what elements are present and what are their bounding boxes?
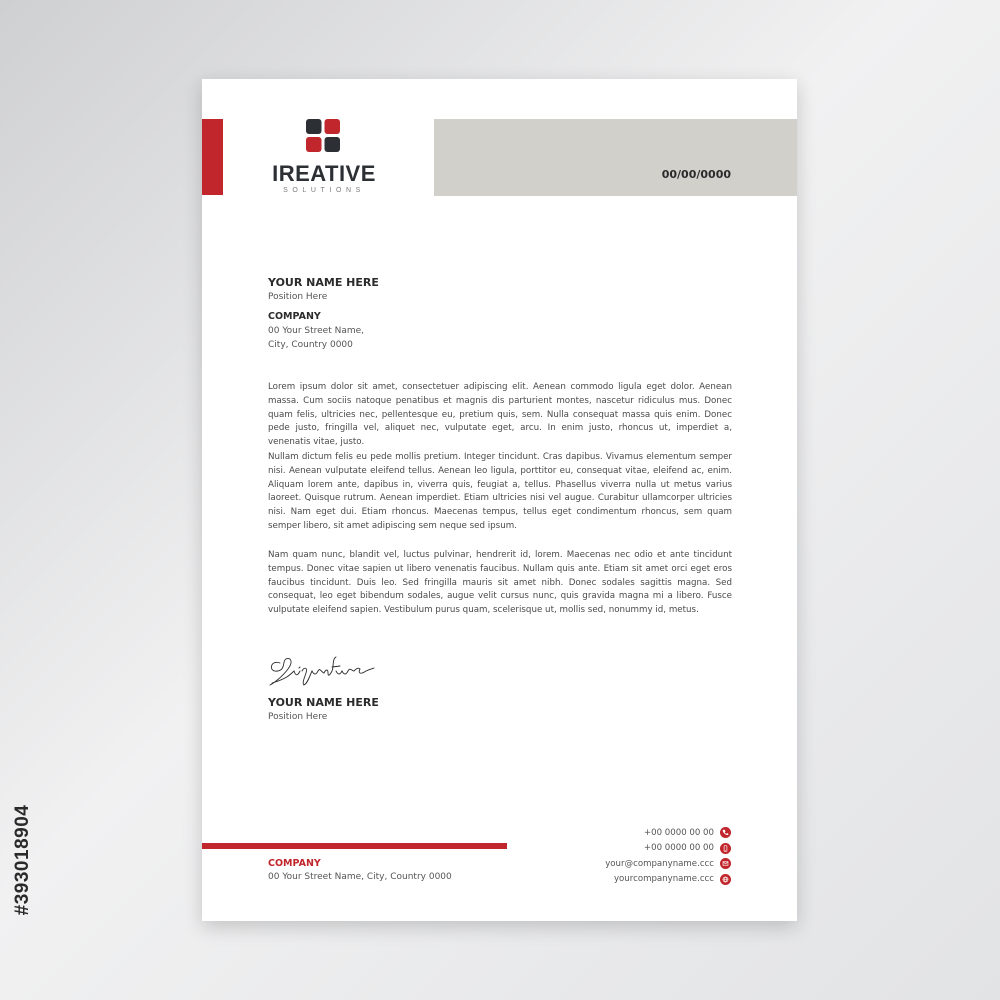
- sender-position: Position Here: [268, 292, 328, 302]
- contact-phone: [605, 825, 731, 841]
- body-paragraph-2: Nullam dictum felis eu pede mollis pretium. Integer tincidunt. Cras dapibus. Vivamus elementum semper nisi. Aenean vulputate eleifend tellus. Aenean leo ligula, porttitor eu, consequat vitae, eleifend ac, enim. Aliquam lorem ante, dapibus in, viverra quis, feugiat a, tellus. Phasellus viverra nulla ut metus varius laoreet. Quisque rutrum. Aenean imperdiet. Etiam ultricies nisi vel augue. Curabitur ullamcorper ultricies nisi. Nam eget dui. Etiam rhoncus. Maecenas tempus, tellus eget condimentum rhoncus, sem quam semper libero, sit amet adipiscing sem neque sed ipsum.: [268, 452, 732, 531]
- mobile-icon: [720, 843, 731, 854]
- contact-mobile: [605, 841, 731, 857]
- sender-company: COMPANY: [268, 311, 321, 322]
- header-grey-band: [434, 119, 797, 196]
- letterhead-page: [202, 79, 797, 921]
- signature-name: YOUR NAME HERE: [268, 696, 379, 709]
- footer-company: COMPANY: [268, 858, 321, 869]
- stock-id-text: #393018904: [12, 804, 33, 916]
- sender-address-line1: 00 Your Street Name,: [268, 326, 365, 336]
- contact-email-text: your@companyname.ccc: [605, 858, 714, 869]
- signature-position: Position Here: [268, 712, 328, 722]
- contact-website: [605, 872, 731, 888]
- bottom-accent-bar: [202, 843, 507, 849]
- contact-mobile-text: +00 0000 00 00: [643, 843, 714, 854]
- stock-id-label: [12, 760, 34, 960]
- contact-website-text: yourcompanyname.ccc: [613, 874, 714, 885]
- footer-contacts: [605, 825, 731, 887]
- header-date: 00/00/0000: [661, 168, 731, 181]
- contact-email: [605, 856, 731, 872]
- email-icon: [720, 858, 731, 869]
- body-paragraph-1: Lorem ipsum dolor sit amet, consectetuer adipiscing elit. Aenean commodo ligula eget dolor. Aenean massa. Cum sociis natoque penatibus et magnis dis parturient montes, nascetur ridiculus mus. Donec quam felis, ultricies nec, pellentesque eu, pretium quis, sem. Nulla consequat massa quis enim. Donec pede justo, fringilla vel, aliquet nec, vulputate eget, arcu. In enim justo, rhoncus ut, imperdiet a, venenatis vitae, justo.: [268, 382, 732, 448]
- brand-tagline: SOLUTIONS: [283, 187, 365, 194]
- sender-name: YOUR NAME HERE: [268, 276, 379, 289]
- sender-address-line2: City, Country 0000: [268, 340, 353, 350]
- footer-address: 00 Your Street Name, City, Country 0000: [268, 872, 452, 882]
- top-accent-bar: [202, 119, 223, 195]
- globe-icon: [720, 874, 731, 885]
- brand-name: IREATIVE: [272, 161, 376, 186]
- four-squares-logo-icon: [306, 119, 340, 152]
- body-paragraph-3: Nam quam nunc, blandit vel, luctus pulvinar, hendrerit id, lorem. Maecenas nec odio et ante tincidunt tempus. Donec vitae sapien ut libero venenatis faucibus. Nullam quis ante. Etiam sit amet orci eget eros faucibus tincidunt. Duis leo. Sed fringilla mauris sit amet nibh. Donec sodales sagittis magna. Sed consequat, leo eget bibendum sodales, augue velit cursus nunc, quis gravida magna mi a libero. Fusce vulputate eleifend sapien. Vestibulum purus quam, scelerisque ut, mollis sed, nonummy id, metus.: [268, 550, 732, 616]
- handwritten-signature: [266, 649, 376, 691]
- contact-phone-text: +00 0000 00 00: [643, 827, 714, 838]
- phone-icon: [720, 827, 731, 838]
